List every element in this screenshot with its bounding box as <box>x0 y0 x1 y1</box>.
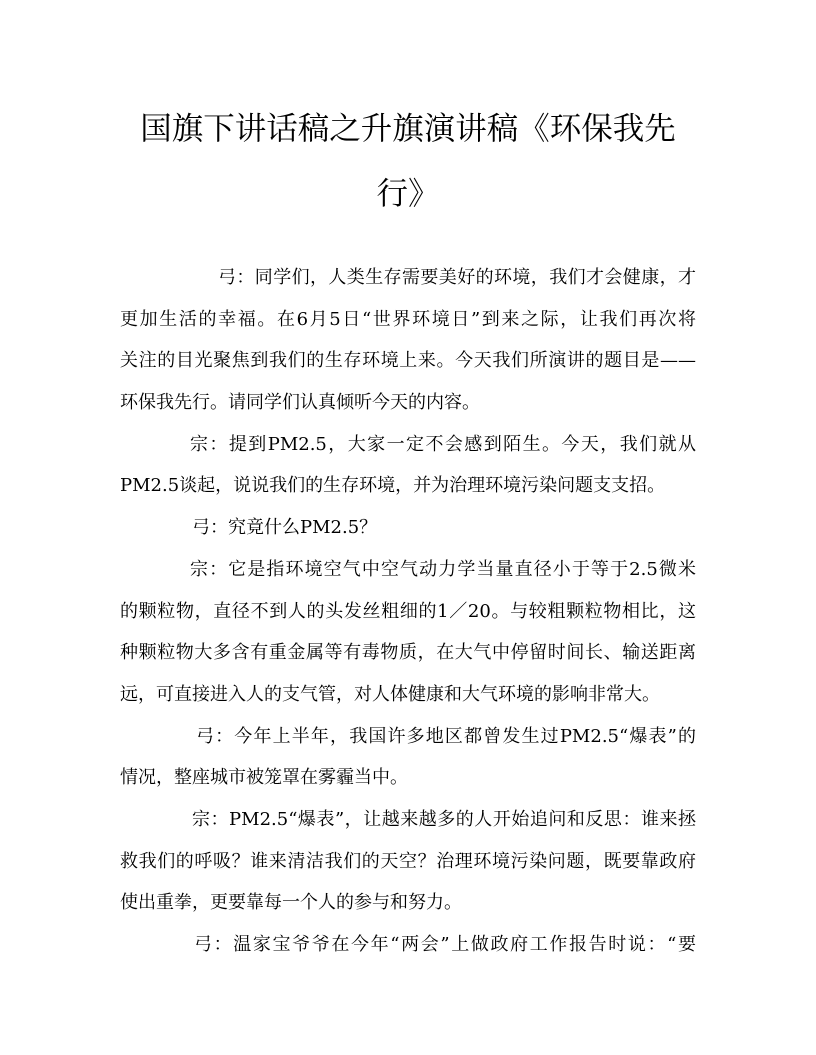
paragraph-line: 弓：温家宝爷爷在今年“两会”上做政府工作报告时说：“要 <box>194 934 696 955</box>
paragraph-line: 远，可直接进入人的支气管，对人体健康和大气环境的影响非常大。 <box>120 683 660 705</box>
paragraph-line: 种颗粒物大多含有重金属等有毒物质，在大气中停留时间长、输送距离 <box>120 642 696 664</box>
paragraph <box>120 549 696 716</box>
paragraph <box>120 799 696 924</box>
paragraph-line: 宗：提到PM2.5，大家一定不会感到陌生。今天，我们就从 <box>190 433 696 455</box>
paragraph-line: 弓：究竟什么PM2.5？ <box>192 517 378 539</box>
paragraph-line: 使出重拳，更要靠每一个人的参与和努力。 <box>120 892 462 914</box>
paragraph-line: 弓：同学们，人类生存需要美好的环境，我们才会健康，才 <box>218 267 696 288</box>
paragraph <box>120 507 696 549</box>
paragraph <box>120 924 696 966</box>
paragraph-line: 情况，整座城市被笼罩在雾霾当中。 <box>120 767 408 789</box>
paragraph-line: 更加生活的幸福。在6月5日“世界环境日”到来之际，让我们再次将 <box>120 308 696 330</box>
paragraph-line: 救我们的呼吸？谁来清洁我们的天空？治理环境污染问题，既要靠政府 <box>120 850 696 872</box>
paragraph-line: 关注的目光聚焦到我们的生存环境上来。今天我们所演讲的题目是—— <box>120 350 696 372</box>
paragraph-line: 的颗粒物，直径不到人的头发丝粗细的1／20。与较粗颗粒物相比，这 <box>120 600 696 622</box>
document-body <box>120 257 696 966</box>
paragraph-line: 宗：它是指环境空气中空气动力学当量直径小于等于2.5微米 <box>190 558 696 580</box>
paragraph-line: 弓：今年上半年，我国许多地区都曾发生过PM2.5“爆表”的 <box>196 725 696 747</box>
paragraph <box>120 257 696 424</box>
paragraph-line: 环保我先行。请同学们认真倾听今天的内容。 <box>120 392 480 414</box>
paragraph <box>120 716 696 799</box>
paragraph <box>120 424 696 507</box>
paragraph-line: 宗：PM2.5“爆表”，让越来越多的人开始追问和反思：谁来拯 <box>192 808 696 830</box>
paragraph-line: PM2.5谈起，说说我们的生存环境，并为治理环境污染问题支支招。 <box>120 475 666 497</box>
document-title: 国旗下讲话稿之升旗演讲稿《环保我先行》 <box>140 111 676 212</box>
